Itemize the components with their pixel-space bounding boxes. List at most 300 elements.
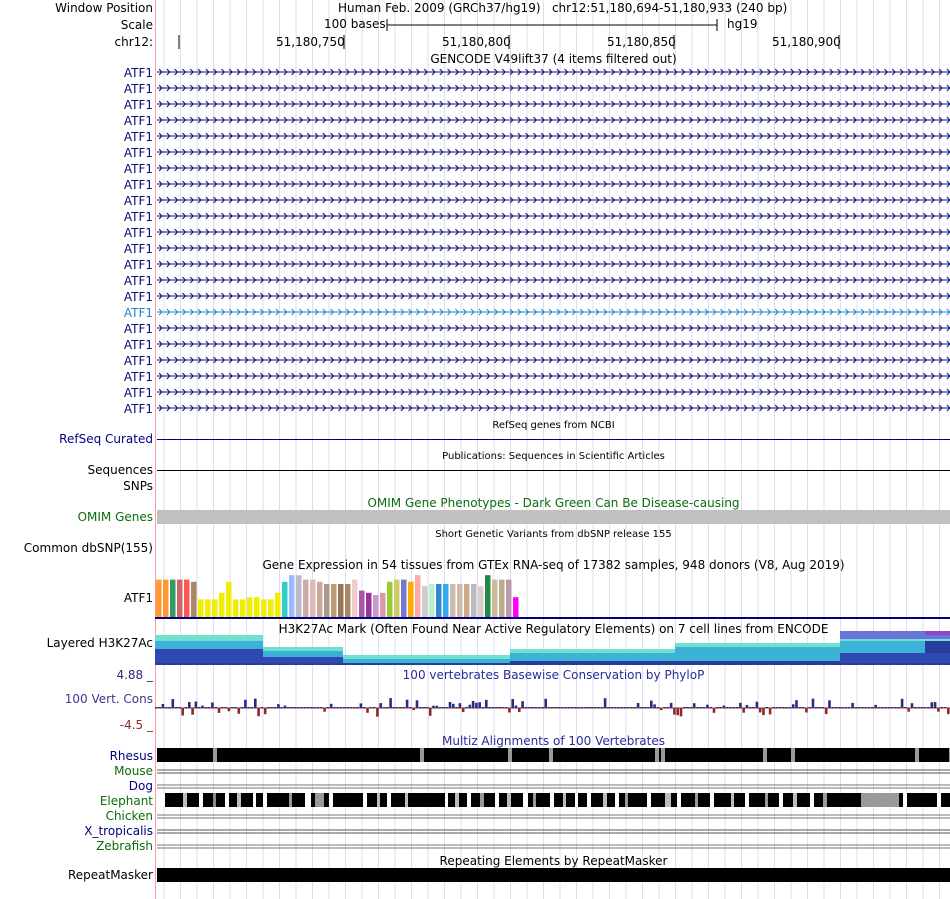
conservation-score-bar [594,707,597,708]
conservation-score-bar [485,700,488,708]
conservation-score-bar [205,707,208,708]
conservation-score-bar [267,707,270,708]
gtex-tissue-bar[interactable] [261,599,267,617]
conservation-score-bar [432,706,435,708]
gtex-tissue-bar[interactable] [163,580,169,617]
conservation-score-bar [350,707,353,708]
gtex-tissue-bar[interactable] [156,580,162,617]
ruler-tick-label: 51,180,800 [442,35,511,49]
gtex-tissue-bar[interactable] [177,580,183,617]
alignment-gap [315,793,324,807]
conservation-score-bar [333,707,336,708]
conservation-score-bar [356,707,359,708]
alignment-gap [763,748,767,762]
gtex-tissue-bar[interactable] [401,580,407,617]
conservation-score-bar [452,704,455,708]
ruler-tick-label: 51,180,900 [772,35,841,49]
conservation-score-bar [940,707,943,708]
gtex-tissue-bar[interactable] [338,584,344,617]
conservation-score-bar [353,707,356,708]
conservation-score-bar [719,707,722,708]
conservation-score-bar [386,707,389,708]
conservation-score-bar [607,707,610,708]
conservation-score-bar [808,707,811,708]
gtex-tissue-bar[interactable] [254,597,260,617]
ruler-tick-label: 51,180,750 [276,35,345,49]
gencode-transcript[interactable] [157,389,950,395]
multiz-species-label[interactable]: Chicken [105,809,153,823]
gtex-tissue-bar[interactable] [387,582,393,617]
gtex-tissue-bar[interactable] [464,584,470,617]
chrom-label[interactable]: chr12: [114,35,153,49]
conservation-score-bar [515,706,518,709]
gencode-transcript[interactable] [157,69,950,75]
gencode-gene-label[interactable]: ATF1 [123,66,153,80]
gtex-tissue-bar[interactable] [471,584,477,617]
multiz-species-label[interactable]: Dog [128,779,153,793]
gtex-tissue-bar[interactable] [282,582,288,617]
gtex-tissue-bar[interactable] [373,595,379,617]
gtex-tissue-bar[interactable] [240,599,246,617]
conservation-score-bar [370,707,373,708]
conservation-wiggle[interactable] [155,683,950,733]
gtex-tissue-bar[interactable] [233,599,239,617]
conservation-score-bar [861,707,864,708]
gtex-tissue-bar[interactable] [485,575,491,617]
assembly-position-info: Human Feb. 2009 (GRCh37/hg19) chr12:51,180,694-51,180,933 (240 bp) [338,1,788,15]
repeatmasker-track-title: Repeating Elements by RepeatMasker [439,854,668,868]
conservation-score-bar [564,707,567,708]
rhesus-alignment-block[interactable] [157,748,950,762]
publications-track-label[interactable]: Sequences [87,463,153,477]
conservation-score-bar [759,708,762,712]
gencode-transcript[interactable] [157,357,950,363]
alignment-gap [549,748,553,762]
alignment-gap [550,793,554,807]
gtex-tissue-bar[interactable] [317,582,323,617]
conservation-track-label[interactable]: 100 Vert. Cons [64,692,153,706]
gencode-gene-label[interactable]: ATF1 [123,98,153,112]
gencode-transcript[interactable] [157,309,950,315]
gencode-transcript[interactable] [157,245,950,251]
gencode-gene-label[interactable]: ATF1 [123,162,153,176]
conservation-score-bar [346,707,349,708]
conservation-score-bar [488,707,491,708]
conservation-score-bar [168,707,171,708]
conservation-score-bar [221,707,224,708]
gtex-tissue-bar[interactable] [268,599,274,617]
conservation-score-bar [498,707,501,708]
gencode-gene-label[interactable]: ATF1 [123,194,153,208]
h3k27ac-track-label[interactable]: Layered H3K27Ac [46,636,153,650]
conservation-score-bar [399,707,402,708]
conservation-score-bar [389,698,392,708]
conservation-score-bar [736,707,739,708]
alignment-gap [213,748,217,762]
conservation-score-bar [868,707,871,708]
gencode-gene-label[interactable]: ATF1 [123,146,153,160]
conservation-score-bar [469,705,472,708]
gencode-gene-label[interactable]: ATF1 [123,258,153,272]
gencode-gene-label[interactable]: ATF1 [123,322,153,336]
conservation-score-bar [511,699,514,708]
conservation-score-bar [409,707,412,708]
conservation-score-bar [894,707,897,708]
snps-track-label[interactable]: SNPs [123,479,153,493]
conservation-score-bar [429,708,432,716]
multiz-species-label[interactable]: Mouse [114,764,153,778]
gencode-transcript[interactable] [157,229,950,235]
conservation-score-bar [436,706,439,708]
gtex-tissue-bar[interactable] [184,580,190,617]
refseq-track-label[interactable]: RefSeq Curated [59,432,153,446]
omim-track-label[interactable]: OMIM Genes [77,510,153,524]
gencode-gene-label[interactable]: ATF1 [123,226,153,240]
conservation-score-bar [376,708,379,717]
gtex-tissue-bar[interactable] [457,584,463,617]
gencode-transcript[interactable] [157,213,950,219]
gtex-tissue-bar[interactable] [310,580,316,617]
repeatmasker-element-bar[interactable] [157,868,950,882]
gtex-tissue-bar[interactable] [191,582,197,617]
multiz-species-label[interactable]: Elephant [99,794,153,808]
gtex-tissue-bar[interactable] [212,599,218,617]
gtex-tissue-bar[interactable] [359,591,365,617]
conservation-score-bar [528,707,531,708]
conservation-score-bar [393,707,396,708]
gencode-transcript[interactable] [157,325,950,331]
gtex-tissue-bar[interactable] [352,580,358,617]
gencode-transcript[interactable] [157,149,950,155]
conservation-score-bar [185,707,188,708]
conservation-score-bar [241,707,244,708]
gencode-gene-label[interactable]: ATF1 [123,386,153,400]
conservation-score-bar [208,707,211,708]
alignment-gap [625,793,628,807]
gencode-gene-label[interactable]: ATF1 [123,274,153,288]
gencode-gene-label[interactable]: ATF1 [123,402,153,416]
conservation-score-bar [181,708,184,716]
conservation-score-bar [785,707,788,708]
alignment-gap [655,748,659,762]
conservation-score-bar [340,707,343,708]
alignment-gap [508,748,512,762]
conservation-score-bar [224,707,227,708]
conservation-score-bar [465,707,468,708]
conservation-score-bar [538,707,541,708]
gencode-gene-label[interactable]: ATF1 [123,130,153,144]
conservation-score-bar [901,699,904,708]
alignment-gap [791,748,795,762]
gtex-tissue-bar[interactable] [394,580,400,617]
gencode-transcripts[interactable] [157,64,950,416]
conservation-score-bar [749,707,752,708]
gencode-gene-label[interactable]: ATF1 [123,210,153,224]
multiz-species-label[interactable]: X_tropicalis [84,824,153,838]
scale-label[interactable]: Scale [120,18,153,32]
gtex-expression-bars[interactable] [155,571,950,621]
gtex-tissue-bar[interactable] [275,593,281,617]
conservation-score-bar [673,708,676,715]
conservation-score-bar [835,707,838,708]
conservation-score-bar [729,707,732,708]
conservation-score-bar [254,699,257,708]
conservation-score-bar [508,708,511,713]
gencode-transcript[interactable] [157,117,950,123]
conservation-score-bar [851,703,854,708]
conservation-score-bar [726,707,729,708]
scale-assembly: hg19 [727,17,758,31]
conservation-score-bar [904,707,907,708]
gtex-tissue-bar[interactable] [499,580,505,617]
gencode-transcript[interactable] [157,341,950,347]
conservation-score-bar [752,707,755,708]
conservation-score-bar [927,707,930,708]
conservation-score-bar [838,707,841,708]
gencode-gene-label[interactable]: ATF1 [123,338,153,352]
conservation-score-bar [855,707,858,708]
conservation-score-bar [812,699,815,708]
gencode-gene-label[interactable]: ATF1 [123,306,153,320]
conservation-score-bar [591,707,594,708]
alignment-gap [615,793,619,807]
alignment-gap [603,793,607,807]
conservation-score-bar [343,707,346,708]
publications-track-line[interactable] [157,470,950,471]
alignment-gap [710,793,714,807]
gtex-tissue-bar[interactable] [170,580,176,617]
multiz-alignment-blocks[interactable] [155,746,950,854]
conservation-score-bar [317,707,320,708]
conservation-track-title: 100 vertebrates Basewise Conservation by PhyloP [402,668,705,682]
gtex-tissue-bar[interactable] [478,586,484,617]
multiz-species-label[interactable]: Zebrafish [96,839,153,853]
gencode-gene-label[interactable]: ATF1 [123,370,153,384]
alignment-gap [523,793,528,807]
conservation-score-bar [178,707,181,708]
gtex-tissue-bar[interactable] [296,575,302,617]
conservation-score-bar [742,708,745,713]
gencode-transcript[interactable] [157,101,950,107]
conservation-score-bar [775,707,778,708]
multiz-species-label[interactable]: Rhesus [109,749,153,763]
conservation-score-bar [535,707,538,708]
gencode-transcript[interactable] [157,85,950,91]
dbsnp-track-title: Short Genetic Variants from dbSNP release 155 [435,529,672,540]
alignment-gap [575,793,578,807]
conservation-score-bar [561,707,564,708]
omim-gene-bar[interactable] [157,510,950,524]
gencode-transcript[interactable] [157,405,950,411]
gtex-tissue-bar[interactable] [443,584,449,617]
alignment-gap [731,793,734,807]
conservation-score-bar [277,704,280,708]
conservation-score-bar [845,707,848,708]
gencode-transcript[interactable] [157,261,950,267]
conservation-score-bar [419,707,422,708]
conservation-score-bar [396,707,399,708]
refseq-track-title: RefSeq genes from NCBI [492,420,615,431]
gencode-gene-label[interactable]: ATF1 [123,290,153,304]
repeatmasker-track-label[interactable]: RepeatMasker [67,868,153,882]
conservation-score-bar [261,707,264,708]
gtex-tissue-bar[interactable] [226,582,232,617]
conservation-score-bar [706,705,709,708]
gencode-transcript[interactable] [157,197,950,203]
conservation-score-bar [947,708,950,714]
conservation-score-bar [462,708,465,712]
gtex-tissue-bar[interactable] [415,575,421,617]
conservation-score-bar [195,702,198,709]
omim-track-title: OMIM Gene Phenotypes - Dark Green Can Be Disease-causing [367,496,740,510]
conservation-score-bar [700,707,703,708]
alignment-gap [677,793,681,807]
alignment-gap [480,793,484,807]
conservation-score-bar [637,703,640,708]
gtex-tissue-bar[interactable] [436,584,442,617]
conservation-score-bar [660,708,663,710]
gtex-tissue-bar[interactable] [429,584,435,617]
conservation-score-bar [459,703,462,708]
conservation-score-bar [313,707,316,708]
conservation-score-bar [323,708,326,712]
conservation-score-bar [162,704,165,708]
gtex-gene-label[interactable]: ATF1 [123,591,153,605]
conservation-score-bar [363,707,366,708]
conservation-score-bar [287,707,290,708]
refseq-track-line[interactable] [157,439,950,440]
gtex-tissue-bar[interactable] [324,584,330,617]
dbsnp-track-label[interactable]: Common dbSNP(155) [23,541,153,555]
conservation-score-bar [554,707,557,708]
alignment-gap [405,793,408,807]
gtex-tissue-bar[interactable] [247,597,253,617]
gtex-tissue-bar[interactable] [450,584,456,617]
conservation-score-bar [630,707,633,708]
conservation-score-bar [412,708,415,710]
gtex-tissue-bar[interactable] [422,586,428,617]
conservation-score-bar [815,707,818,708]
alignment-gap [507,793,511,807]
conservation-score-bar [439,707,442,708]
conservation-score-bar [373,707,376,708]
gencode-gene-label[interactable]: ATF1 [123,114,153,128]
alignment-gap [661,748,665,762]
window-position-label[interactable]: Window Position [55,1,153,15]
conservation-score-bar [558,707,561,708]
conservation-score-bar [601,707,604,708]
conservation-score-bar [663,707,666,708]
alignment-gap [647,793,651,807]
conservation-score-bar [271,707,274,708]
gencode-transcript[interactable] [157,293,950,299]
conservation-score-bar [921,707,924,708]
alignment-gap [793,793,797,807]
alignment-gap [745,793,749,807]
gtex-tissue-bar[interactable] [506,580,512,617]
scale-bar-text: 100 bases [324,17,386,31]
alignment-gap [237,793,241,807]
gtex-tissue-bar[interactable] [366,593,372,617]
conservation-score-bar [914,707,917,708]
conservation-score-bar [284,706,287,708]
gtex-tissue-bar[interactable] [408,582,414,617]
conservation-score-bar [828,700,831,708]
alignment-gap [263,793,267,807]
conservation-score-bar [472,701,475,708]
conservation-score-bar [799,707,802,708]
conservation-score-bar [234,707,237,708]
gencode-transcript[interactable] [157,181,950,187]
conservation-score-bar [789,707,792,708]
conservation-score-bar [884,707,887,708]
gtex-tissue-bar[interactable] [492,580,498,617]
conservation-score-bar [475,703,478,708]
conservation-score-bar [647,707,650,708]
gtex-tissue-bar[interactable] [219,593,225,617]
conservation-score-bar [587,707,590,708]
gtex-tissue-bar[interactable] [289,575,295,617]
conservation-score-bar [426,707,429,708]
conservation-score-bar [518,708,521,712]
conservation-score-bar [888,707,891,708]
conservation-score-bar [337,707,340,708]
conservation-score-bar [766,707,769,708]
conservation-score-bar [544,699,547,708]
conservation-score-bar [680,708,683,716]
gencode-transcript[interactable] [157,165,950,171]
multiz-track-title: Multiz Alignments of 100 Vertebrates [441,734,666,748]
gencode-transcript[interactable] [157,133,950,139]
alignment-gap [587,793,591,807]
conservation-score-bar [937,708,940,712]
alignment-gap [387,793,391,807]
conservation-score-bar [802,707,805,708]
gencode-gene-label[interactable]: ATF1 [123,242,153,256]
conservation-score-bar [597,707,600,708]
conservation-score-bar [403,707,406,708]
conservation-score-bar [172,699,175,708]
gtex-tissue-bar[interactable] [345,584,351,617]
conservation-score-bar [670,703,673,708]
conservation-score-bar [416,700,419,708]
gtex-tissue-bar[interactable] [380,593,386,617]
conservation-score-bar [805,708,808,713]
conservation-score-bar [581,707,584,708]
conservation-score-bar [574,707,577,708]
conservation-score-bar [521,701,524,708]
alignment-gap [810,793,814,807]
gencode-gene-label[interactable]: ATF1 [123,354,153,368]
conservation-score-bar [165,707,168,708]
alignment-gap [289,793,292,807]
gencode-gene-label[interactable]: ATF1 [123,178,153,192]
gtex-tissue-bar[interactable] [331,584,337,617]
gtex-tissue-bar[interactable] [198,599,204,617]
conservation-score-bar [624,707,627,708]
alignment-gap [455,793,459,807]
gencode-transcript[interactable] [157,277,950,283]
gencode-gene-label[interactable]: ATF1 [123,82,153,96]
gencode-transcript[interactable] [157,373,950,379]
gtex-track-title: Gene Expression in 54 tissues from GTEx RNA-seq of 17382 samples, 948 donors (V8, Aug 2019) [262,558,845,572]
gtex-tissue-bar[interactable] [513,597,519,617]
alignment-gap [467,793,471,807]
gtex-tissue-bar[interactable] [303,580,309,617]
alignment-gap [495,793,499,807]
conservation-score-bar [584,707,587,708]
gtex-tissue-bar[interactable] [205,599,211,617]
